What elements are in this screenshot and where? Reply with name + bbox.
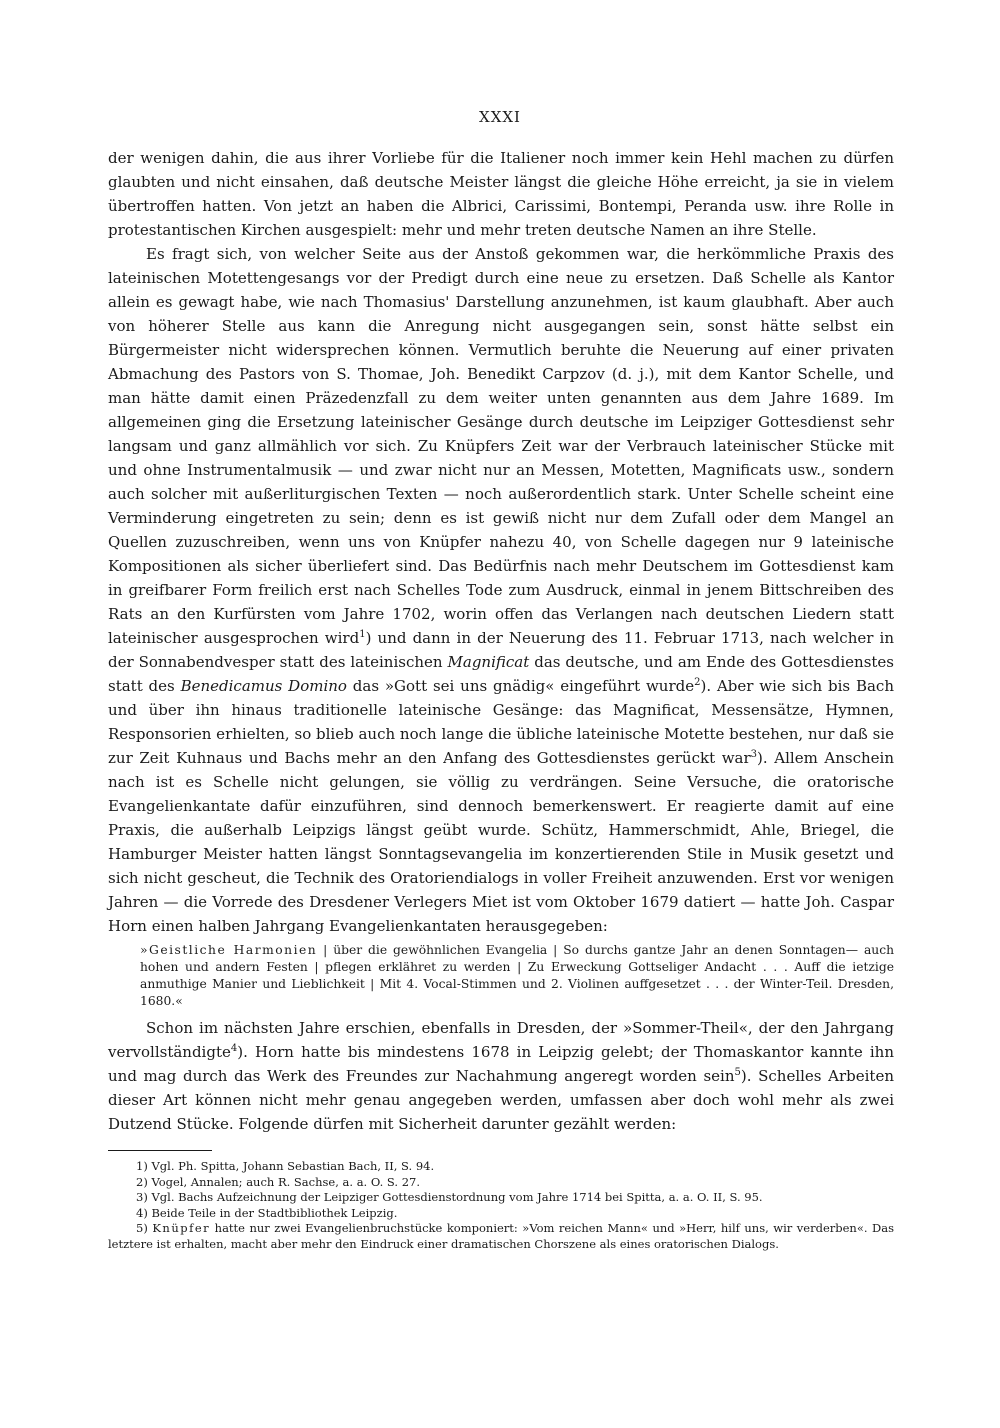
paragraph-3-text: Schon im nächsten Jahre erschien, ebenfalls in Dresden, der »Sommer-Theil«, der den Jahrgang vervollständigte [108, 1019, 894, 1061]
footnote-text: hatte nur zwei Evangelienbruchstücke komponiert: »Vom reichen Mann« und »Herr, hilf uns, wir verderben«. Das letztere ist erhalten, macht aber mehr den Eindruck einer dramatischen Chorszene als eines oratorischen Dialogs. [108, 1221, 895, 1251]
quote-title: »Geistliche Harmonien [140, 943, 318, 957]
footnote-text: Vogel, Annalen; auch R. Sachse, a. a. O. S. 27. [151, 1174, 420, 1189]
footnote-4 [136, 1206, 894, 1222]
page-number: XXXI [479, 108, 521, 126]
footnote-divider [108, 1150, 212, 1151]
paragraph-2-cont-a: ) und dann in der Neuerung des 11. Februar 1713, nach welcher in der Sonnabendvesper statt des lateinischen [108, 629, 894, 671]
footnotes [108, 1159, 894, 1252]
italic-magnificat: Magnificat [447, 653, 530, 671]
note-ref-4: 4 [230, 1043, 238, 1054]
footnote-text: Beide Teile in der Stadtbibliothek Leipzig. [151, 1205, 398, 1220]
block-quote [140, 942, 894, 1010]
footnote-3 [136, 1190, 894, 1206]
paragraph-3-cont-a: ). Horn hatte bis mindestens 1678 in Leipzig gelebt; der Thomaskantor kannte ihn und mag durch das Werk des Freundes zur Nachahmung angeregt worden sein [108, 1043, 894, 1085]
footnote-2 [136, 1175, 894, 1191]
note-ref-3: 3 [750, 749, 758, 760]
main-text [108, 146, 894, 1252]
paragraph-1: der wenigen dahin, die aus ihrer Vorliebe für die Italiener noch immer kein Hehl machen zu dürfen glaubten und nicht einsahen, daß deutsche Meister längst die gleiche Höhe erreicht, ja sie in vielem übertroffen hatten. Von jetzt an haben die Albrici, Carissimi, Bontempi, Peranda usw. ihre Rolle in protestantischen Kirchen ausgespielt: mehr und mehr treten deutsche Namen an ihre Stelle. [108, 149, 894, 239]
footnote-mark: 3) [136, 1190, 148, 1204]
paragraph-2-cont-b: das deutsche, und am Ende des Gottesdienstes statt des [108, 653, 894, 695]
paragraph-3-cont-b: ). Schelles Arbeiten dieser Art können nicht mehr genau angegeben werden, umfassen aber doch wohl mehr als zwei Dutzend Stücke. Folgende dürfen mit Sicherheit darunter gezählt werden: [108, 1067, 894, 1133]
footnote-text: Vgl. Ph. Spitta, Johann Sebastian Bach, II, S. 94. [151, 1159, 435, 1173]
paragraph-2-cont-d: ). Aber wie sich bis Bach und über ihn hinaus traditionelle lateinische Gesänge: das Magnificat, Messensätze, Hymnen, Responsorien erhielten, so blieb auch noch lange die übliche lateinische Motette bestehen, nur daß sie zur Zeit Kuhnaus und Bachs mehr an den Anfang des Gottesdienstes gerückt war [108, 677, 894, 767]
quote-text: | über die gewöhnlichen Evangelia | So durchs gantze Jahr an denen Sonntagen— auch hohen und andern Festen | pflegen erklähret zu werden | Zu Erweckung Gottseliger Andacht . . . Auff die ietzige anmuthige Manier und Lieblichkeit | Mit 4. Vocal-Stimmen und 2. Violinen auffgesetzet . . . der Winter-Teil. Dresden, 1680.« [140, 943, 894, 1008]
note-ref-1: 1 [359, 629, 366, 640]
footnote-mark: 4) [136, 1205, 148, 1220]
footnote-mark: 1) [136, 1159, 148, 1173]
paragraph-2-cont-e: ). Allem Anschein nach ist es Schelle nicht gelungen, sie völlig zu verdrängen. Seine Versuche, die oratorische Evangelienkantate dafür einzuführen, sind dennoch bemerkenswert. Er reagierte damit auf eine Praxis, die außerhalb Leipzigs längst geübt wurde. Schütz, Hammerschmidt, Ahle, Briegel, die Hamburger Meister hatten längst Sonntagsevangelia im konzertierenden Stile in Musik gesetzt und sich nicht gescheut, die Technik des Oratoriendialogs in voller Freiheit anzuwenden. Erst vor wenigen Jahren — die Vorrede des Dresdener Verlegers Miet ist vom Oktober 1679 datiert — hatte Joh. Caspar Horn einen halben Jahrgang Evangelienkantaten herausgegeben: [108, 749, 894, 935]
footnote-text: Vgl. Bachs Aufzeichnung der Leipziger Gottesdienstordnung vom Jahre 1714 bei Spitta, a. a. O. II, S. 95. [151, 1190, 763, 1204]
note-ref-2: 2 [694, 677, 701, 688]
footnote-mark: 2) [136, 1174, 148, 1189]
paragraph-2-cont-c: das »Gott sei uns gnädig« eingeführt wurde [346, 677, 695, 695]
footnote-name: Knüpfer [152, 1221, 211, 1235]
note-ref-5: 5 [734, 1067, 741, 1078]
paragraph-2 [108, 242, 894, 938]
footnote-1 [136, 1159, 894, 1175]
footnote-5 [108, 1221, 894, 1252]
italic-benedicamus-domino: Benedicamus Domino [180, 677, 347, 695]
paragraph-2-text: Es fragt sich, von welcher Seite aus der Anstoß gekommen war, die herkömmliche Praxis des lateinischen Motettengesangs vor der Predigt durch eine neue zu ersetzen. Daß Schelle als Kantor allein es gewagt habe, wie nach Thomasius' Darstellung anzunehmen, ist kaum glaubhaft. Aber auch von höherer Stelle aus kann die Anregung nicht ausgegangen sein, sonst hätte selbst ein Bürgermeister nicht widersprechen können. Vermutlich beruhte die Neuerung auf einer privaten Abmachung des Pastors von S. Thomae, Joh. Benedikt Carpzov (d. j.), mit dem Kantor Schelle, und man hätte damit einen Präzedenzfall zu dem weiter unten genannten aus dem Jahre 1689. Im allgemeinen ging die Ersetzung lateinischer Gesänge durch deutsche im Leipziger Gottesdienst sehr langsam und ganz allmählich vor sich. Zu Knüpfers Zeit war der Verbrauch lateinischer Stücke mit und ohne Instrumentalmusik — und zwar nicht nur an Messen, Motetten, Magnificats usw., sondern auch solcher mit außerliturgischen Texten — noch außerordentlich stark. Unter Schelle scheint eine Verminderung eingetreten zu sein; denn es ist gewiß nicht nur dem Zufall oder dem Mangel an Quellen zuzuschreiben, wenn uns von Knüpfer nahezu 40, von Schelle dagegen nur 9 lateinische Kompositionen als sicher überliefert sind. Das Bedürfnis nach mehr Deutschem im Gottesdienst kam in greifbarer Form freilich erst nach Schelles Tode zum Ausdruck, einmal in jenem Bittschreiben des Rats an den Kurfürsten vom Jahre 1702, worin offen das Verlangen nach deutschen Liedern statt lateinischer ausgesprochen wird [108, 245, 894, 647]
paragraph-3 [108, 1016, 894, 1136]
footnote-mark: 5) [136, 1221, 148, 1235]
